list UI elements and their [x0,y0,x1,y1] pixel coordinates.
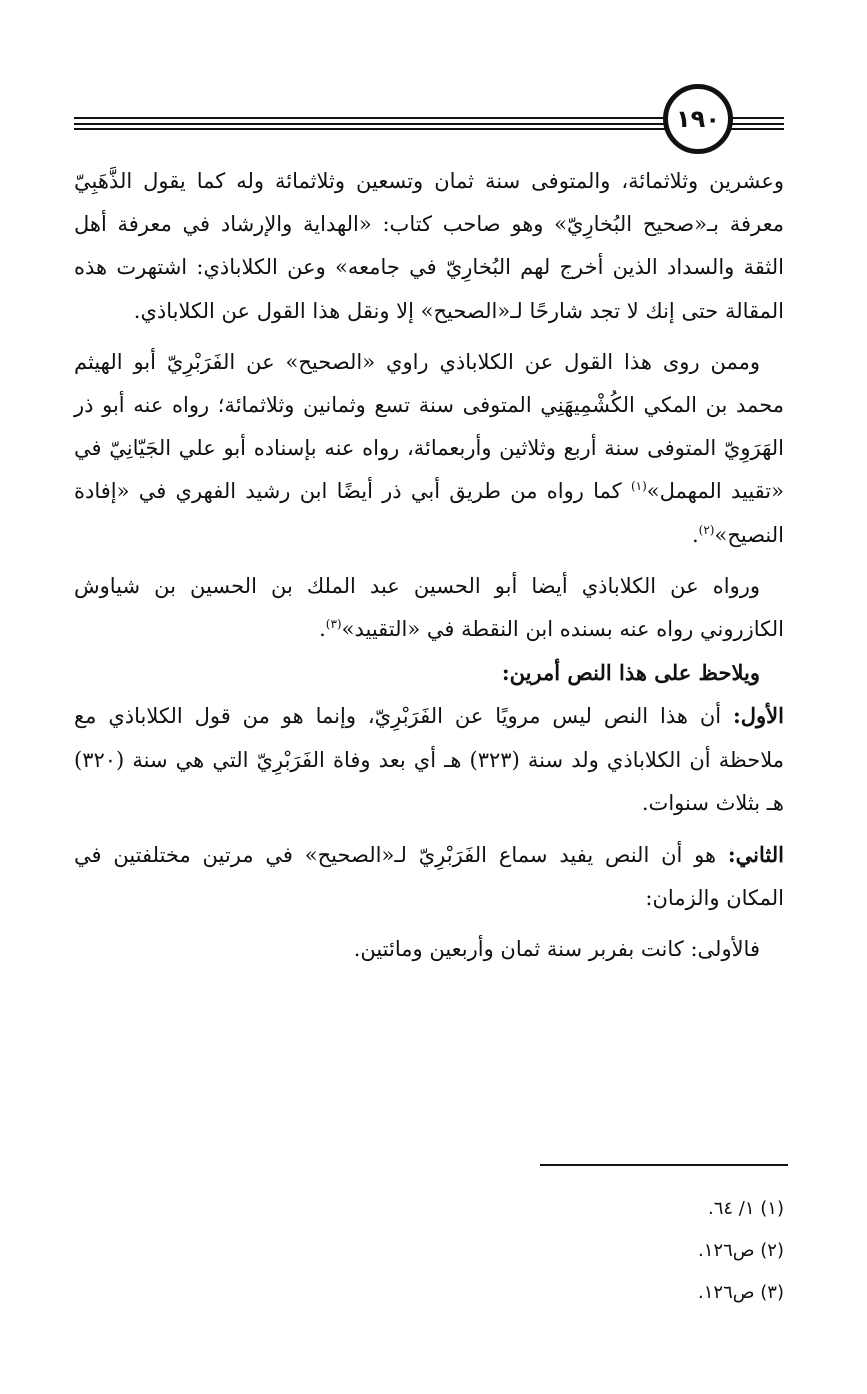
paragraph-text: وعشرين وثلاثمائة، والمتوفى سنة ثمان وتسعين وثلاثمائة وله كما يقول الذَّهَبِيّ معرفة بـ«صحيح البُخارِيّ» وهو صاحب كتاب: «الهداية والإرشاد في معرفة أهل الثقة والسداد الذين أخرج لهم البُخارِيّ في جامعه» وعن الكلاباذي: اشتهرت هذه المقالة حتى إنك لا تجد شارحًا لـ«الصحيح» إلا ونقل هذا القول عن الكلاباذي. [74,169,784,323]
paragraph-text: ورواه عن الكلاباذي أيضا أبو الحسين عبد الملك بن الحسين بن شياوش الكازروني رواه عنه بسنده ابن النقطة في «التقييد» [74,573,784,642]
paragraph-lead: الثاني: [727,842,784,868]
paragraph-text: وممن روى هذا القول عن الكلاباذي راوي «الصحيح» عن الفَرَبْرِيّ أبو الهيثم محمد بن المكي الكُشْمِيهَنِي المتوفى سنة تسع وثمانين وثلاثمائة؛ رواه عنه أبو ذر الهَرَوِيّ المتوفى سنة أربع وثلاثين وأربعمائة، رواه عنه بإسناده أبو علي الجَيّانِيّ في «تقييد المهمل» [74,349,784,504]
footnote: (١) ١/ ٦٤. [708,1198,784,1219]
main-text [74,160,784,972]
footnotes [74,1188,784,1314]
paragraph-lead: الأول: [733,703,784,729]
footnote-marker: (١) [630,479,647,494]
page-number: ١٩٠ [663,84,733,154]
paragraph-end: . [319,617,326,642]
paragraph-text: أن هذا النص ليس مرويًا عن الفَرَبْرِيّ، وإنما هو من قول الكلاباذي مع ملاحظة أن الكلاباذي ولد سنة (٣٢٣) هـ أي بعد وفاة الفَرَبْرِيّ التي هي سنة (٣٢٠) هـ بثلاث سنوات. [74,704,785,815]
paragraph [74,833,784,920]
paragraph [74,694,784,825]
footnote: (٣) ص١٢٦. [698,1282,784,1303]
paragraph [74,928,784,971]
footnote-marker: (٢) [698,522,715,537]
paragraph-text: هو أن النص يفيد سماع الفَرَبْرِيّ لـ«الصحيح» في مرتين مختلفتين في المكان والزمان: [74,843,784,911]
paragraph [74,160,784,333]
paragraph-text: كما رواه من طريق أبي ذر أيضًا ابن رشيد الفهري في «إفادة النصيح» [74,479,784,547]
footnote-separator [540,1164,788,1166]
section-heading: ويلاحظ على هذا النص أمرين: [501,660,760,686]
paragraph-end: . [691,522,699,547]
paragraph-text: فالأولى: كانت بفربر سنة ثمان وأربعين ومائتين. [353,937,760,962]
paragraph [74,341,784,557]
paragraph [74,565,784,651]
footnote: (٢) ص١٢٦. [698,1240,784,1261]
footnote-marker: (٣) [325,617,342,632]
